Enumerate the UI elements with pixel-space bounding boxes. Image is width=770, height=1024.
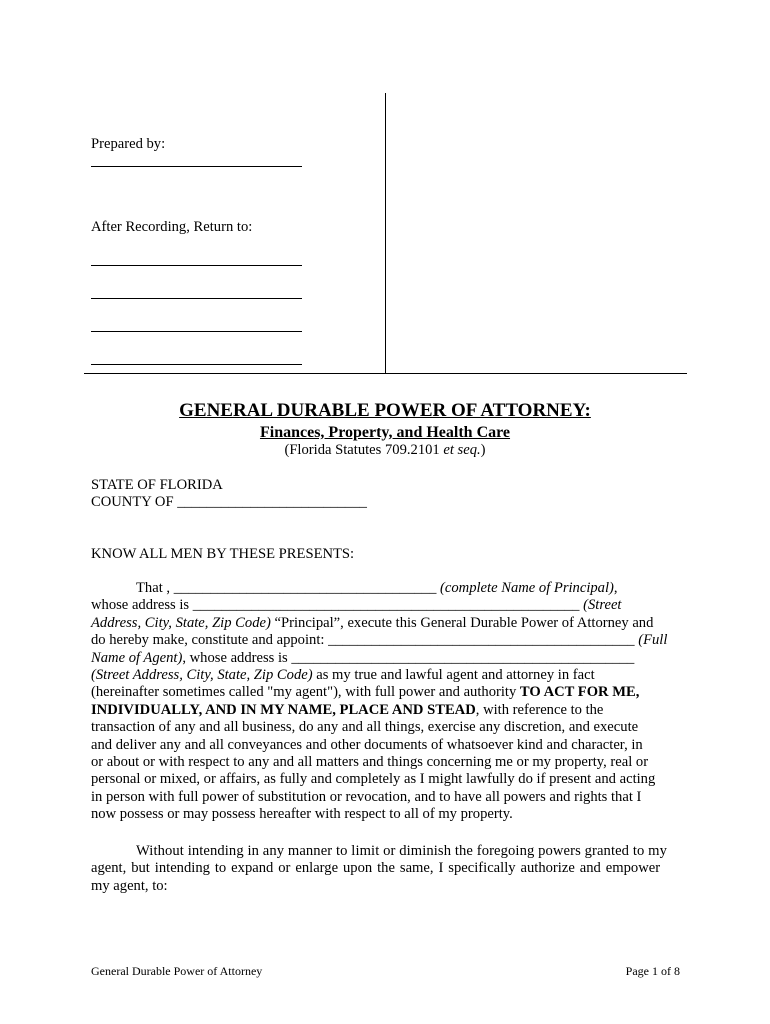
- grant-paragraph: [91, 580, 680, 823]
- return-to-line-1[interactable]: [91, 265, 302, 266]
- para1-line-1: That , ____________________________________ (complete Name of Principal),: [136, 580, 618, 596]
- page-number: Page 1 of 8: [625, 964, 680, 978]
- para2-line-1: Without intending in any manner to limit or diminish the foregoing powers granted to my: [136, 843, 667, 859]
- para1-line-13: in person with full power of substitution or revocation, and to have all powers and rights that I: [91, 788, 642, 805]
- para1-line-9: transaction of any and all business, do any and all things, exercise any discretion, and execute: [91, 719, 639, 736]
- para1-line-2: whose address is _____________________________________________________ (Street: [91, 597, 622, 614]
- statute-reference: (Florida Statutes 709.2101 et seq.): [284, 442, 486, 458]
- know-all-heading: KNOW ALL MEN BY THESE PRESENTS:: [91, 546, 355, 562]
- return-to-line-3[interactable]: [91, 331, 302, 332]
- return-to-line-2[interactable]: [91, 298, 302, 299]
- return-to-line-4[interactable]: [91, 364, 302, 365]
- document-title: GENERAL DURABLE POWER OF ATTORNEY:: [179, 400, 591, 421]
- specific-powers-paragraph: [91, 843, 680, 895]
- para1-line-4: do hereby make, constitute and appoint: __________________________________________ (Full: [91, 632, 668, 649]
- para2-line-2: agent, but intending to expand or enlarge upon the same, I specifically authorize and empower: [91, 860, 661, 877]
- recording-space-divider: [385, 93, 386, 373]
- para1-line-14: now possess or may possess hereafter with respect to all of my property.: [91, 806, 513, 823]
- prepared-by-label: Prepared by:: [91, 136, 166, 152]
- footer-title: General Durable Power of Attorney: [91, 964, 263, 978]
- prepared-by-line[interactable]: [91, 166, 302, 167]
- para2-line-3: my agent, to:: [91, 877, 168, 894]
- para1-line-12: personal or mixed, or affairs, as fully and completely as I might lawfully do if present and acting: [91, 771, 656, 788]
- para1-line-11: or about or with respect to any and all matters and things concerning me or my property, real or: [91, 753, 649, 770]
- document-subtitle: Finances, Property, and Health Care: [259, 424, 511, 441]
- para1-line-6: (Street Address, City, State, Zip Code) as my true and lawful agent and attorney in fact: [91, 666, 595, 683]
- para1-line-10: and deliver any and all conveyances and other documents of whatsoever kind and character, in: [91, 736, 643, 753]
- state-line: STATE OF FLORIDA: [91, 477, 223, 493]
- para1-line-3: Address, City, State, Zip Code) “Principal”, execute this General Durable Power of Attorney and: [91, 614, 654, 631]
- para1-line-7: (hereinafter sometimes called "my agent"), with full power and authority TO ACT FOR ME,: [91, 684, 640, 701]
- para1-line-5: Name of Agent), whose address is _______________________________________________: [91, 649, 635, 666]
- county-line: COUNTY OF __________________________: [91, 494, 367, 510]
- para1-line-8: INDIVIDUALLY, AND IN MY NAME, PLACE AND STEAD, with reference to the: [91, 701, 604, 718]
- header-separator: [84, 373, 687, 374]
- return-to-label: After Recording, Return to:: [91, 219, 253, 235]
